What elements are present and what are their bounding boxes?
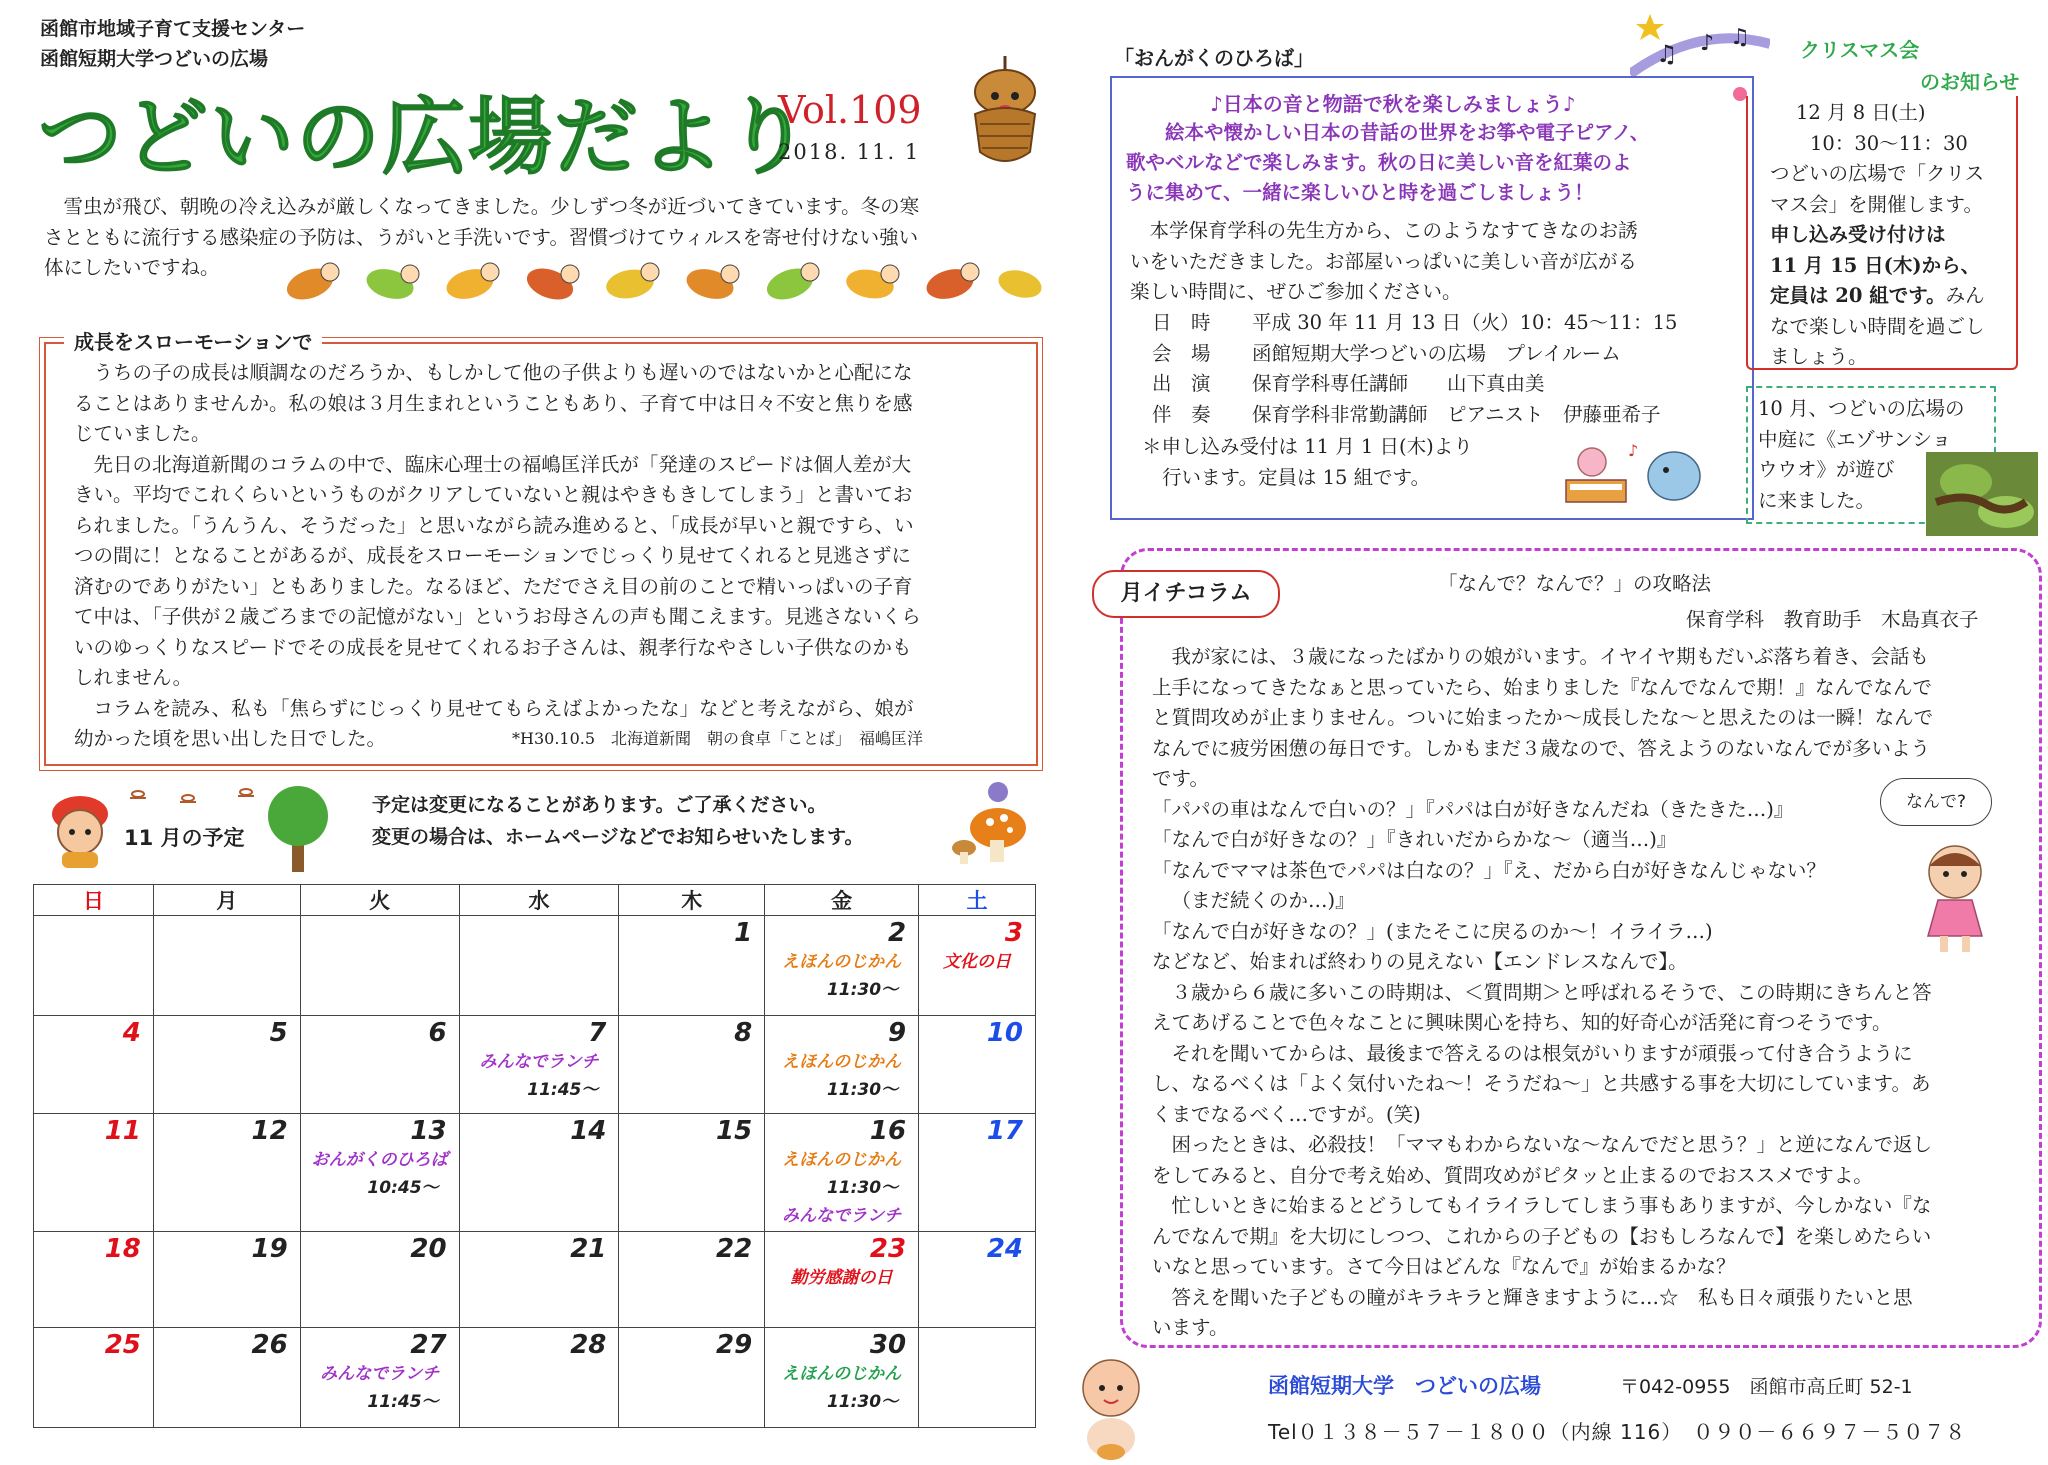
weekday-header: 月 (153, 885, 300, 916)
speech-bubble (1880, 778, 1992, 826)
xmas-notice-body (1770, 98, 2010, 373)
growth-article-body (74, 358, 1024, 755)
calendar-day-cell (153, 1328, 300, 1428)
detail-key: 出 演 (1152, 372, 1211, 395)
calendar-day-cell (919, 916, 1036, 1016)
calendar-day-cell (619, 1232, 765, 1328)
salamander-line: 10 月、つどいの広場の (1758, 397, 1965, 420)
detail-key: 伴 奏 (1152, 402, 1211, 426)
weekday-header: 木 (619, 885, 765, 916)
xmas-bold-line: 申し込み受け付けは (1770, 223, 1946, 246)
day-number: 17 (986, 1116, 1023, 1146)
column-line: ３歳から６歳に多いこの時期は、＜質問期＞と呼ばれるそうで、この時期にきちんと答 (1171, 980, 1932, 1004)
detail-key: 日 時 (1152, 311, 1211, 334)
column-title: 「なんで？なんで？」の攻略法 (1438, 572, 1712, 595)
xmas-line: つどいの広場で「クリス (1770, 162, 1985, 185)
baby-illustration (1066, 1348, 1156, 1462)
calendar-week-row (34, 916, 1036, 1016)
leaf-cluster-7 (763, 263, 819, 306)
day-number: 27 (410, 1330, 447, 1360)
growth-line: じていました。 (74, 422, 211, 445)
calendar-week-row (34, 1114, 1036, 1232)
event-time: 11:30～ (826, 1392, 899, 1412)
event-label: えほんのじかん (782, 1150, 902, 1170)
event-time: 10:45～ (367, 1178, 439, 1198)
day-number: 29 (716, 1330, 753, 1360)
growth-line: 先日の北海道新聞のコラムの中で、臨床心理士の福嶋匡洋氏が「発達のスピードは個人差が大 (93, 452, 912, 476)
column-line: います。 (1152, 1316, 1229, 1339)
growth-line: て中は、「子供が２歳ごろまでの記憶がない」というお母さんの声も聞こえます。見逃さないくら (74, 605, 921, 628)
org-line-1: 函館市地域子育て支援センター (40, 18, 306, 40)
day-number: 22 (716, 1234, 753, 1264)
calendar-day-cell (300, 1328, 459, 1428)
music-headline: ♪日本の音と物語で秋を楽しみましょう♪ (1210, 92, 1576, 116)
leaf-cluster-3 (443, 263, 499, 304)
column-line: 我が家には、３歳になったばかりの娘がいます。イヤイヤ期もだいぶ落ち着き、会話も (1171, 645, 1929, 668)
footer-tel: Tel０１３８－５７－１８００（内線 116） ０９０－６６９７－５０７８ (1268, 1420, 1967, 1444)
music-detail-row (1152, 400, 1752, 431)
column-line: 「なんで白が好きなの？」『きれいだからかな〜（適当…)』 (1152, 828, 1677, 851)
salamander-line: に来ました。 (1758, 488, 1876, 512)
schedule-note-1: 予定は変更になることがあります。ご了承ください。 (372, 794, 827, 816)
day-number: 11 (104, 1116, 141, 1146)
growth-line: 済むのでありがたい」ともありました。なるほど、ただでさえ目の前のことで精いっぱいの子育 (74, 574, 913, 598)
leaf-cluster-1 (283, 263, 339, 306)
svg-text:♪: ♪ (1700, 31, 1715, 56)
day-number: 16 (869, 1116, 907, 1146)
day-number: 25 (104, 1330, 141, 1360)
column-line: をしてみると、自分で考え始め、質問攻めがピタッと止まるのでおススメですよ。 (1152, 1163, 1873, 1187)
music-body-line: 本学保育学科の先生方から、このようなすてきなのお誘 (1149, 219, 1638, 242)
day-number: 9 (887, 1018, 907, 1048)
day-number: 30 (869, 1330, 907, 1360)
calendar-day-cell (619, 1328, 765, 1428)
detail-value: 函館短期大学つどいの広場 プレイルーム (1252, 341, 1621, 365)
day-number: 15 (716, 1116, 753, 1146)
monthly-column-label: 月イチコラム (1092, 570, 1280, 618)
calendar-day-cell (34, 1232, 154, 1328)
event-time: 11:30～ (826, 1178, 899, 1198)
calendar-day-cell (619, 1016, 765, 1114)
column-author: 保育学科 教育助手 木島真衣子 (1686, 608, 1979, 631)
day-number: 8 (734, 1018, 753, 1048)
weekday-header: 水 (459, 885, 619, 916)
column-line: えてあげることで色々なことに興味関心を持ち、知的好奇心が活発に育つそうです。 (1152, 1011, 1892, 1034)
event-label: みんなでランチ (479, 1052, 599, 1072)
day-number (460, 916, 619, 918)
weekday-header: 日 (34, 885, 154, 916)
day-number: 3 (1004, 918, 1023, 948)
footer-name: 函館短期大学 つどいの広場 (1268, 1374, 1541, 1398)
day-number (919, 1328, 1035, 1330)
calendar-day-cell (919, 1328, 1036, 1428)
calendar-day-cell (619, 1114, 765, 1232)
music-body-line: いをいただきました。お部屋いっぱいに美しい音が広がる (1130, 249, 1638, 273)
day-number: 12 (251, 1116, 288, 1146)
music-body-line: 楽しい時間に、ぜひご参加ください。 (1130, 280, 1462, 303)
calendar-day-cell (459, 1016, 619, 1114)
event-time: 11:45～ (527, 1080, 599, 1100)
november-calendar (33, 884, 1036, 1428)
event-label: えほんのじかん (782, 1052, 902, 1072)
day-number: 6 (428, 1018, 447, 1048)
music-details (1152, 308, 1752, 430)
detail-value: 保育学科非常勤講師 ピアニスト 伊藤亜希子 (1252, 402, 1661, 426)
calendar-week-row (34, 1016, 1036, 1114)
event-label: おんがくのひろば (311, 1150, 448, 1170)
xmas-bold-line: 11 月 15 日(木)から、 (1770, 253, 1981, 277)
calendar-day-cell (300, 1232, 459, 1328)
day-number: 24 (986, 1234, 1023, 1264)
xmas-tail: なで楽しい時間を過ごし (1770, 314, 1985, 338)
xmas-tail: みん (1945, 284, 1985, 307)
questioning-girl-illustration (1900, 836, 2010, 956)
day-number: 28 (570, 1330, 607, 1360)
tree-illustration (262, 782, 334, 874)
xmas-mixed-line (1770, 281, 2010, 312)
svg-text:♪: ♪ (1628, 441, 1639, 460)
day-number: 4 (122, 1018, 141, 1048)
growth-line: ることはありませんか。私の娘は３月生まれということもあり、子育て中は日々不安と焦りを感 (74, 391, 913, 415)
growth-article-label: 成長をスローモーションで (64, 326, 322, 355)
speech-bubble-text: なんで? (1905, 792, 1967, 812)
music-note (1142, 432, 1473, 493)
growth-line: コラムを読み、私も「焦らずにじっくり見せてもらえばよかったな」などと考えながら、娘が (93, 696, 914, 720)
calendar-day-cell (919, 1016, 1036, 1114)
xmas-line: マス会」を開催します。 (1770, 192, 1983, 216)
calendar-day-cell (919, 1114, 1036, 1232)
growth-line: しれません。 (74, 666, 193, 689)
leaf-cluster-4 (523, 263, 579, 306)
day-number: 2 (887, 918, 907, 948)
leaf-cluster-10 (995, 266, 1044, 303)
calendar-day-cell (459, 1114, 619, 1232)
salamander-line: 中庭に《エゾサンショ (1758, 427, 1952, 451)
leaf-cluster-6 (683, 264, 739, 303)
event-label: 勤労感謝の日 (790, 1268, 893, 1288)
calendar-weekday-header (34, 885, 1036, 916)
music-notes-stars-illustration (1630, 4, 1770, 104)
mushroom-bird-illustration (940, 770, 1040, 870)
weekday-header: 火 (300, 885, 459, 916)
music-note-line: ＊申し込み受付は 11 月 1 日(木)より (1142, 435, 1473, 458)
leaf-cluster-2 (363, 264, 419, 303)
calendar-day-cell (300, 1016, 459, 1114)
xmas-title-2: のお知らせ (1920, 70, 2020, 94)
music-detail-row (1152, 369, 1752, 400)
column-line: 忙しいときに始まるとどうしてもイライラしてしまう事もありますが、今しかない『な (1171, 1194, 1932, 1217)
music-body (1130, 216, 1730, 308)
column-line: んでなんで期』を大切にしつつ、これからの子どもの【おもしろなんで】を楽しめたらい (1152, 1224, 1932, 1248)
day-number (34, 916, 153, 918)
xmas-bold-line: 定員は 20 組です。 (1770, 284, 1946, 307)
calendar-day-cell (765, 1016, 919, 1114)
day-number: 13 (410, 1116, 447, 1146)
detail-value: 平成 30 年 11 月 13 日（火）10：45～11：15 (1252, 311, 1678, 334)
calendar-day-cell (765, 1328, 919, 1428)
leaf-cluster-5 (604, 263, 659, 302)
growth-line: 幼かった頃を思い出した日でした。 (74, 727, 387, 750)
calendar-day-cell (765, 1114, 919, 1232)
calendar-day-cell (459, 1232, 619, 1328)
weekday-header: 金 (765, 885, 919, 916)
event-label: 文化の日 (943, 952, 1012, 972)
event-label: みんなでランチ (782, 1206, 902, 1226)
growth-line: きい。平均でこれくらいというものがクリアしていないと親はやきもきしてしまう」と書いてお (74, 483, 913, 506)
calendar-day-cell (34, 1328, 154, 1428)
schedule-note-2: 変更の場合は、ホームページなどでお知らせいたします。 (372, 826, 864, 848)
music-lead-line: 歌やベルなどで楽しみます。秋の日に美しい音を紅葉のよ (1126, 151, 1632, 174)
column-line: 困ったときは、必殺技！「ママもわからないな〜なんでだと思う？」と逆になんで返し (1171, 1133, 1933, 1156)
calendar-day-cell (459, 916, 619, 1016)
chestnut-illustration (960, 52, 1050, 172)
calendar-day-cell (34, 916, 154, 1016)
schedule-title: 11 月の予定 (124, 826, 245, 850)
calendar-day-cell (300, 916, 459, 1016)
day-number: 20 (410, 1234, 447, 1264)
footer-address: 〒042-0955 函館市高丘町 52-1 (1620, 1376, 1913, 1398)
calendar-day-cell (459, 1328, 619, 1428)
event-label: えほんのじかん (782, 1364, 902, 1384)
calendar-week-row (34, 1328, 1036, 1428)
dragonflies-icon (120, 784, 270, 814)
growth-line: つの間に！となることがあるが、成長をスローモーションでじっくり見せてくれると見逃さずに (74, 544, 911, 567)
column-body (1152, 642, 2022, 1344)
svg-text:♫: ♫ (1730, 25, 1750, 50)
music-lead (1126, 118, 1696, 208)
calendar-day-cell (153, 916, 300, 1016)
day-number: 1 (734, 918, 753, 948)
music-detail-row (1152, 308, 1752, 339)
event-time: 11:45～ (367, 1392, 439, 1412)
event-label: みんなでランチ (320, 1364, 440, 1384)
column-line: し、なるべくは「よく気付いたね〜！そうだね〜」と共感する事を大切にしています。あ (1152, 1072, 1931, 1095)
column-line: なんでに疲労困憊の毎日です。しかもまだ３歳なので、答えようのないなんでが多いよう (1152, 736, 1931, 760)
day-number (154, 916, 300, 918)
column-line: 「パパの車はなんで白いの？」『パパは白が好きなんだね（きたきた…)』 (1152, 797, 1794, 821)
column-line: 答えを聞いた子どもの瞳がキラキラと輝きますように…☆ 私も日々頑張りたいと思 (1171, 1285, 1913, 1309)
intro-line: 体にしたいですね。 (44, 256, 220, 279)
column-line: です。 (1152, 767, 1209, 790)
weekday-header: 土 (919, 885, 1036, 916)
day-number: 19 (251, 1234, 288, 1264)
detail-value: 保育学科専任講師 山下真由美 (1252, 372, 1545, 395)
column-line: （まだ続くのか…)』 (1171, 889, 1355, 912)
svg-text:♫: ♫ (1656, 40, 1678, 68)
calendar-day-cell (153, 1016, 300, 1114)
xmas-title-1: クリスマス会 (1800, 38, 1920, 62)
day-number: 7 (588, 1018, 607, 1048)
music-lead-line: 絵本や懐かしい日本の昔話の世界をお筝や電子ピアノ、 (1165, 121, 1650, 144)
day-number: 23 (869, 1234, 907, 1264)
music-detail-row (1152, 339, 1752, 370)
intro-line: さとともに流行する感染症の予防は、うがいと手洗いです。習慣づけてウィルスを寄せ付けない強い (44, 225, 919, 249)
xmas-tail: ましょう。 (1770, 345, 1868, 368)
day-number: 14 (570, 1116, 607, 1146)
music-label: 「おんがくのひろば」 (1114, 46, 1314, 70)
calendar-week-row (34, 1232, 1036, 1328)
day-number: 5 (269, 1018, 288, 1048)
calendar-day-cell (765, 1232, 919, 1328)
child-with-hat-illustration (40, 786, 120, 872)
growth-line: られました。「うんうん、そうだった」と思いながら読み進めると、「成長が早いと親ですら、い (74, 513, 914, 537)
leaf-cluster-9 (923, 263, 979, 304)
column-line: いなと思っています。さて今日はどんな『なんで』が始まるかな？ (1152, 1255, 1736, 1278)
music-lead-line: うに集めて、一緒に楽しいひと時を過ごしましょう！ (1126, 181, 1594, 204)
day-number: 26 (251, 1330, 288, 1360)
calendar-day-cell (153, 1232, 300, 1328)
column-line: 「なんで白が好きなの？」(またそこに戻るのか〜！イライラ…) (1152, 919, 1713, 943)
issue-date: 2018. 11. 1 (778, 140, 921, 164)
salamander-line: ウウオ》が遊び (1758, 458, 1895, 481)
calendar-day-cell (34, 1016, 154, 1114)
calendar-day-cell (765, 916, 919, 1016)
calendar-day-cell (153, 1114, 300, 1232)
column-line: などなど、始まれば終わりの見えない【エンドレスなんで】。 (1152, 950, 1688, 973)
growth-source: *H30.10.5 北海道新聞 朝の食卓「ことば」 福嶋匡洋 (512, 729, 924, 748)
column-line: 「なんでママは茶色でパパは白なの？」『え、だから白が好きなんじゃない？ (1152, 858, 1826, 882)
day-number: 18 (104, 1234, 141, 1264)
day-number: 10 (986, 1018, 1023, 1048)
org-line-2: 函館短期大学つどいの広場 (40, 48, 269, 70)
day-number: 21 (570, 1234, 607, 1264)
event-label: えほんのじかん (782, 952, 902, 972)
intro-line: 雪虫が飛び、朝晩の冷え込みが厳しくなってきました。少しずつ冬が近づいてきています。冬の寒 (63, 195, 920, 218)
growth-line: いのゆっくりなスピードでその成長を見せてくれるお子さんは、親孝行なやさしい子供なのかも (74, 635, 912, 659)
column-line: と質問攻めが止まりません。ついに始まったか〜成長したな〜と思えたのは一瞬！なんで (1152, 706, 1934, 729)
column-line: くまでなるべく…ですが。(笑) (1152, 1102, 1421, 1126)
growth-line: うちの子の成長は順調なのだろうか、もしかして他の子供よりも遅いのではないかと心配にな (93, 361, 913, 384)
day-number (301, 916, 459, 918)
leaf-cluster-8 (844, 265, 899, 302)
detail-key: 会 場 (1152, 341, 1211, 365)
calendar-day-cell (300, 1114, 459, 1232)
salamander-photo (1926, 452, 2038, 536)
music-note-line: 行います。定員は 15 組です。 (1162, 465, 1431, 489)
leaf-kids-border (280, 250, 1050, 310)
newsletter-title: つどいの広場だより (38, 88, 813, 186)
xmas-date: 12 月 8 日(土) (1796, 101, 1926, 124)
event-time: 11:30～ (826, 980, 899, 1000)
pig-piano-elephant-illustration (1556, 440, 1716, 510)
volume-number: Vol.109 (778, 88, 922, 132)
xmas-time: 10：30～11：30 (1810, 131, 1968, 155)
event-time: 11:30～ (826, 1080, 899, 1100)
calendar-day-cell (619, 916, 765, 1016)
calendar-day-cell (919, 1232, 1036, 1328)
column-line: 上手になってきたなぁと思っていたら、始まりました『なんでなんで期！』なんでなんで (1152, 675, 1933, 699)
column-line: それを聞いてからは、最後まで答えるのは根気がいりますが頑張って付き合うように (1171, 1041, 1913, 1065)
calendar-day-cell (34, 1114, 154, 1232)
